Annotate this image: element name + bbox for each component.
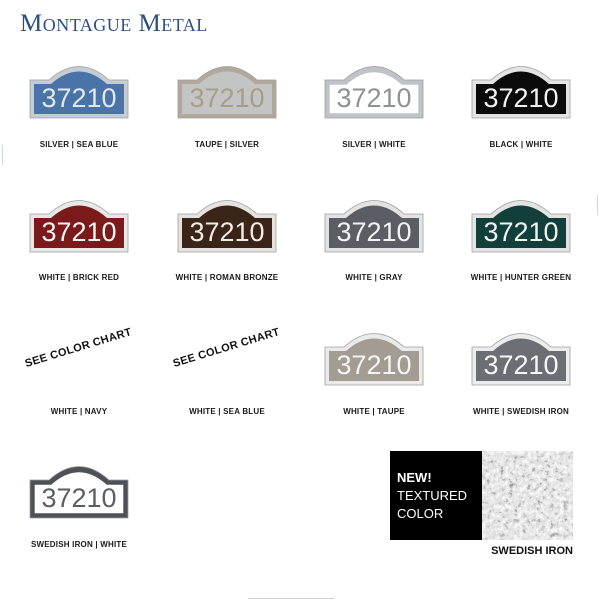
plaque-color-label: SILVER | SEA BLUE xyxy=(39,140,119,149)
see-color-chart-note: SEE COLOR CHART xyxy=(171,326,282,370)
texture-swatch xyxy=(482,451,573,540)
plaque-number: 37210 xyxy=(189,83,265,113)
plaque-color-label: WHITE | TAUPE xyxy=(343,407,405,416)
brand-title: Montague Metal xyxy=(20,10,208,37)
address-plaque[interactable] xyxy=(27,455,131,521)
address-plaque[interactable] xyxy=(322,189,426,255)
promo-caption: SWEDISH IRON xyxy=(491,545,573,557)
plaque-color-label: BLACK | WHITE xyxy=(489,140,553,149)
address-plaque[interactable] xyxy=(322,55,426,121)
plaque-color-label: WHITE | GRAY xyxy=(345,273,403,282)
right-edge-mark xyxy=(597,195,598,215)
plaque-color-label: TAUPE | SILVER xyxy=(194,140,260,149)
plaque-number: 37210 xyxy=(189,217,265,247)
promo-new: NEW! xyxy=(397,470,432,485)
plaque-color-label: WHITE | ROMAN BRONZE xyxy=(175,273,279,282)
plaque-number: 37210 xyxy=(483,217,559,247)
plaque-color-label: WHITE | SEA BLUE xyxy=(189,407,265,416)
promo-line-2: COLOR xyxy=(397,506,444,521)
plaque-number: 37210 xyxy=(483,350,559,380)
address-plaque[interactable] xyxy=(322,322,426,388)
promo-textured-color xyxy=(390,451,573,540)
address-plaque[interactable] xyxy=(469,189,573,255)
left-edge-mark xyxy=(2,145,3,165)
plaque-color-label: WHITE | HUNTER GREEN xyxy=(470,273,572,282)
address-plaque[interactable] xyxy=(469,322,573,388)
address-plaque[interactable] xyxy=(27,55,131,121)
promo-line-1: TEXTURED xyxy=(397,488,468,503)
plaque-color-label: SWEDISH IRON | WHITE xyxy=(30,540,127,549)
address-plaque[interactable] xyxy=(175,55,279,121)
plaque-number: 37210 xyxy=(41,83,117,113)
plaque-color-label: WHITE | BRICK RED xyxy=(38,273,120,282)
plaque-number: 37210 xyxy=(41,483,117,513)
address-plaque[interactable] xyxy=(175,189,279,255)
plaque-number: 37210 xyxy=(336,217,412,247)
plaque-number: 37210 xyxy=(336,350,412,380)
plaque-number: 37210 xyxy=(41,217,117,247)
plaque-color-label: WHITE | NAVY xyxy=(50,407,108,416)
address-plaque[interactable] xyxy=(27,189,131,255)
bottom-rule xyxy=(248,598,334,599)
plaque-color-label: SILVER | WHITE xyxy=(342,140,406,149)
promo-box xyxy=(390,451,482,540)
see-color-chart-note: SEE COLOR CHART xyxy=(23,326,134,370)
plaque-color-label: WHITE | SWEDISH IRON xyxy=(472,407,569,416)
address-plaque[interactable] xyxy=(469,55,573,121)
plaque-number: 37210 xyxy=(483,83,559,113)
plaque-number: 37210 xyxy=(336,83,412,113)
